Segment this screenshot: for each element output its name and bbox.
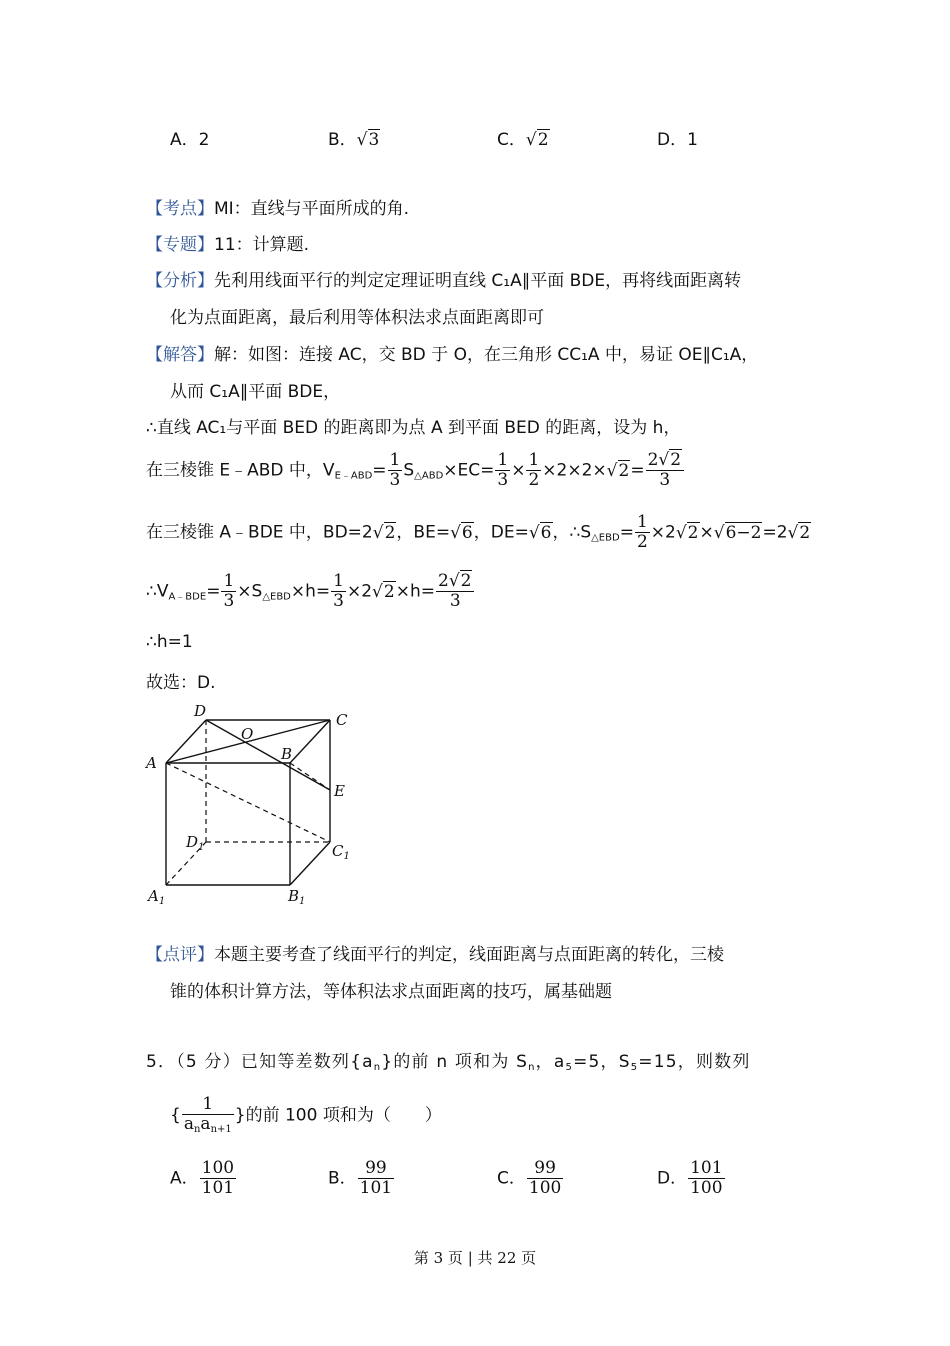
label-sub: 1 bbox=[158, 896, 166, 907]
text: 在三棱锥 E﹣ABD 中，V bbox=[146, 460, 335, 481]
term: a bbox=[200, 1114, 211, 1134]
dianping-line2: 锥的体积计算方法，等体积法求点面距离的技巧，属基础题 bbox=[170, 982, 612, 1002]
label-sub: 1 bbox=[299, 896, 306, 907]
option-key: C． bbox=[497, 1168, 526, 1189]
jieda-line1 bbox=[146, 340, 758, 365]
coefficient: 2 bbox=[647, 450, 659, 470]
option-key: B． bbox=[328, 1168, 357, 1189]
term: a bbox=[183, 1114, 194, 1134]
text: ×h= bbox=[290, 581, 331, 602]
radicand: 2 bbox=[460, 571, 472, 591]
numerator: 1 bbox=[528, 450, 540, 470]
edge-AD bbox=[166, 720, 206, 763]
radicand: 3 bbox=[368, 130, 380, 150]
fraction-1-3 bbox=[495, 452, 510, 489]
sqrt-expression: √2 bbox=[787, 522, 811, 543]
subscript: n bbox=[193, 1124, 201, 1135]
option-fraction bbox=[527, 1160, 563, 1197]
subscript: △EBD bbox=[262, 591, 291, 603]
numerator: 1 bbox=[223, 571, 235, 591]
numerator: 1 bbox=[497, 450, 509, 470]
text: × bbox=[511, 460, 526, 481]
line-DE bbox=[206, 720, 330, 790]
fraction-1-2 bbox=[526, 452, 541, 489]
text: ×2 bbox=[650, 522, 676, 543]
diagonal-AC1 bbox=[166, 763, 330, 842]
text: ×S bbox=[237, 581, 263, 602]
text: }的前 100 项和为（ ） bbox=[234, 1105, 442, 1126]
sqrt-expression: √2 bbox=[448, 571, 472, 591]
sqrt-expression: √2 bbox=[675, 522, 699, 543]
fraction-2sqrt2-3 bbox=[436, 573, 475, 610]
fraction-1-2 bbox=[635, 514, 650, 551]
sqrt-expression: √2 bbox=[372, 522, 396, 543]
solution-line4 bbox=[146, 452, 685, 489]
q4-option-d bbox=[657, 125, 698, 150]
denominator: 101 bbox=[359, 1178, 393, 1198]
label-A: A bbox=[146, 754, 157, 772]
dianping-text: 本题主要考查了线面平行的判定，线面距离与点面距离的转化，三棱 bbox=[214, 945, 724, 965]
denominator: 3 bbox=[389, 470, 401, 490]
radicand: 2 bbox=[384, 522, 396, 543]
label-letter: C bbox=[332, 842, 344, 860]
numerator: 100 bbox=[201, 1158, 235, 1178]
option-key: D． bbox=[657, 130, 688, 150]
numerator: 99 bbox=[358, 1160, 394, 1179]
text: ，BE= bbox=[396, 522, 451, 543]
q5-option-c bbox=[497, 1160, 564, 1197]
kaodian-text: MI：直线与平面所成的角. bbox=[214, 199, 410, 219]
numerator: 1 bbox=[333, 571, 344, 591]
solution-line8: 故选：D. bbox=[146, 673, 216, 693]
sqrt-expression: √6 bbox=[450, 522, 473, 543]
solution-line5 bbox=[146, 514, 811, 551]
fraction-1-over-an-an1 bbox=[182, 1096, 234, 1135]
text: S bbox=[403, 460, 415, 481]
denominator: 3 bbox=[659, 470, 671, 490]
subscript: 5 bbox=[565, 1062, 574, 1073]
zhuanti-line bbox=[146, 230, 309, 255]
text: ∴V bbox=[146, 581, 169, 602]
fenxi-label: 【分析】 bbox=[146, 271, 214, 291]
denominator: 100 bbox=[690, 1178, 723, 1198]
radicand: 2 bbox=[618, 460, 630, 481]
jieda-text: 解：如图：连接 AC，交 BD 于 O，在三角形 CC₁A 中，易证 OE∥C₁A， bbox=[214, 345, 759, 365]
text: = bbox=[619, 522, 634, 543]
zhuanti-label: 【专题】 bbox=[146, 235, 214, 255]
label-C: C bbox=[336, 711, 348, 729]
text: ×2 bbox=[346, 581, 373, 602]
label-E: E bbox=[334, 782, 345, 800]
q5-option-d bbox=[657, 1160, 726, 1197]
text: ×h= bbox=[395, 581, 435, 602]
option-fraction bbox=[358, 1160, 394, 1197]
radicand: 6 bbox=[461, 522, 473, 543]
radicand: 6−2 bbox=[725, 522, 762, 543]
fraction-1-3 bbox=[388, 452, 403, 489]
zhuanti-text: 11：计算题. bbox=[214, 235, 310, 255]
denominator: 2 bbox=[528, 470, 540, 490]
label-B: B bbox=[281, 745, 293, 763]
text: =5，S bbox=[573, 1052, 631, 1072]
subscript: A﹣BDE bbox=[168, 591, 207, 603]
jieda-line2: 从而 C₁A∥平面 BDE， bbox=[170, 382, 341, 402]
fraction-2sqrt2-3 bbox=[646, 452, 685, 489]
subscript: n bbox=[373, 1062, 382, 1073]
fenxi-line2: 化为点面距离，最后利用等体积法求点面距离即可 bbox=[170, 308, 544, 328]
option-key: B． bbox=[328, 130, 357, 150]
denominator: 3 bbox=[223, 591, 235, 611]
option-key: A． bbox=[170, 130, 199, 150]
text: }的前 n 项和为 S bbox=[381, 1052, 529, 1072]
text: × bbox=[699, 522, 714, 543]
text: = bbox=[630, 460, 645, 481]
subscript: 5 bbox=[630, 1062, 639, 1073]
denominator bbox=[182, 1115, 234, 1135]
label-B1 bbox=[287, 887, 305, 907]
subscript: E﹣ABD bbox=[334, 470, 373, 482]
edge-BC bbox=[290, 720, 330, 763]
option-key: D． bbox=[657, 1168, 688, 1189]
numerator: 99 bbox=[527, 1160, 563, 1179]
fenxi-text: 先利用线面平行的判定定理证明直线 C₁A∥平面 BDE，再将线面距离转 bbox=[214, 271, 742, 291]
page-footer: 第 3 页 | 共 22 页 bbox=[413, 1249, 537, 1267]
text: 在三棱锥 A﹣BDE 中，BD=2 bbox=[146, 522, 373, 543]
text: = bbox=[206, 581, 221, 602]
radicand: 2 bbox=[383, 581, 395, 602]
jieda-label: 【解答】 bbox=[146, 345, 214, 365]
denominator: 3 bbox=[497, 470, 509, 490]
q4-option-c bbox=[497, 125, 550, 150]
denominator: 3 bbox=[449, 591, 461, 611]
fraction-1-3 bbox=[331, 573, 346, 610]
denominator: 101 bbox=[201, 1178, 235, 1198]
solution-line3: ∴直线 AC₁与平面 BED 的距离即为点 A 到平面 BED 的距离，设为 h， bbox=[146, 418, 681, 438]
dianping-line1 bbox=[146, 940, 724, 965]
denominator: 3 bbox=[333, 591, 344, 611]
label-D1 bbox=[185, 833, 204, 853]
text: = bbox=[372, 460, 387, 481]
text: ×EC= bbox=[443, 460, 495, 481]
edge-B1C1 bbox=[290, 842, 330, 885]
option-key: C． bbox=[497, 130, 526, 150]
fraction-1-3 bbox=[221, 573, 236, 610]
kaodian-line bbox=[146, 194, 409, 219]
text: 5．（5 分）已知等差数列{a bbox=[146, 1052, 374, 1072]
sqrt-expression: √6 bbox=[528, 522, 552, 543]
q5-line1 bbox=[146, 1047, 751, 1073]
option-value: 2 bbox=[198, 130, 210, 150]
numerator: 1 bbox=[182, 1096, 234, 1115]
label-sub: 1 bbox=[343, 851, 350, 862]
text: =15，则数列 bbox=[638, 1052, 751, 1072]
radicand: 2 bbox=[670, 450, 682, 470]
text: ，∴S bbox=[552, 522, 592, 543]
sqrt-expression: √6−2 bbox=[713, 522, 762, 543]
numerator: 1 bbox=[636, 512, 648, 532]
option-fraction bbox=[200, 1160, 236, 1197]
radicand: 2 bbox=[537, 130, 549, 150]
sqrt-expression: √2 bbox=[372, 581, 395, 602]
q5-line2 bbox=[170, 1096, 442, 1135]
q5-option-b bbox=[328, 1160, 395, 1197]
sqrt-expression: √2 bbox=[606, 460, 630, 481]
numerator: 101 bbox=[690, 1158, 723, 1178]
brace: { bbox=[170, 1105, 181, 1126]
sqrt-expression: √2 bbox=[525, 130, 549, 150]
q4-option-a bbox=[170, 125, 209, 150]
label-letter: A bbox=[148, 887, 159, 905]
sqrt-expression: √3 bbox=[356, 130, 380, 150]
subscript: n+1 bbox=[210, 1124, 232, 1135]
denominator: 100 bbox=[528, 1178, 562, 1198]
fenxi-line1 bbox=[146, 266, 741, 291]
denominator: 2 bbox=[636, 532, 648, 552]
text: ，DE= bbox=[473, 522, 529, 543]
label-sub: 1 bbox=[198, 842, 205, 853]
text: =2 bbox=[762, 522, 788, 543]
text: ×2×2× bbox=[542, 460, 607, 481]
kaodian-label: 【考点】 bbox=[146, 199, 214, 219]
label-A1 bbox=[146, 887, 165, 907]
solution-line7: ∴h=1 bbox=[146, 632, 193, 652]
radicand: 2 bbox=[687, 522, 699, 543]
q5-option-a bbox=[170, 1160, 237, 1197]
subscript: n bbox=[528, 1062, 536, 1073]
subscript: △EBD bbox=[591, 532, 620, 544]
label-O: O bbox=[241, 725, 254, 743]
subscript: △ABD bbox=[414, 470, 444, 482]
cube-figure bbox=[140, 700, 370, 915]
radicand: 2 bbox=[799, 522, 811, 543]
numerator: 1 bbox=[389, 450, 401, 470]
label-letter: B bbox=[288, 887, 300, 905]
option-fraction bbox=[688, 1160, 724, 1197]
solution-line6 bbox=[146, 573, 475, 610]
q4-option-b bbox=[328, 125, 380, 150]
dianping-label: 【点评】 bbox=[146, 945, 214, 965]
label-letter: D bbox=[186, 833, 199, 851]
radicand: 6 bbox=[540, 522, 552, 543]
numerator bbox=[436, 573, 475, 592]
label-D: D bbox=[194, 702, 207, 720]
option-value: 1 bbox=[687, 130, 698, 150]
option-key: A． bbox=[170, 1168, 199, 1189]
text: ，a bbox=[535, 1052, 566, 1072]
numerator bbox=[646, 452, 685, 471]
label-C1 bbox=[332, 842, 350, 862]
coefficient: 2 bbox=[437, 571, 449, 591]
sqrt-expression: √2 bbox=[658, 450, 682, 470]
